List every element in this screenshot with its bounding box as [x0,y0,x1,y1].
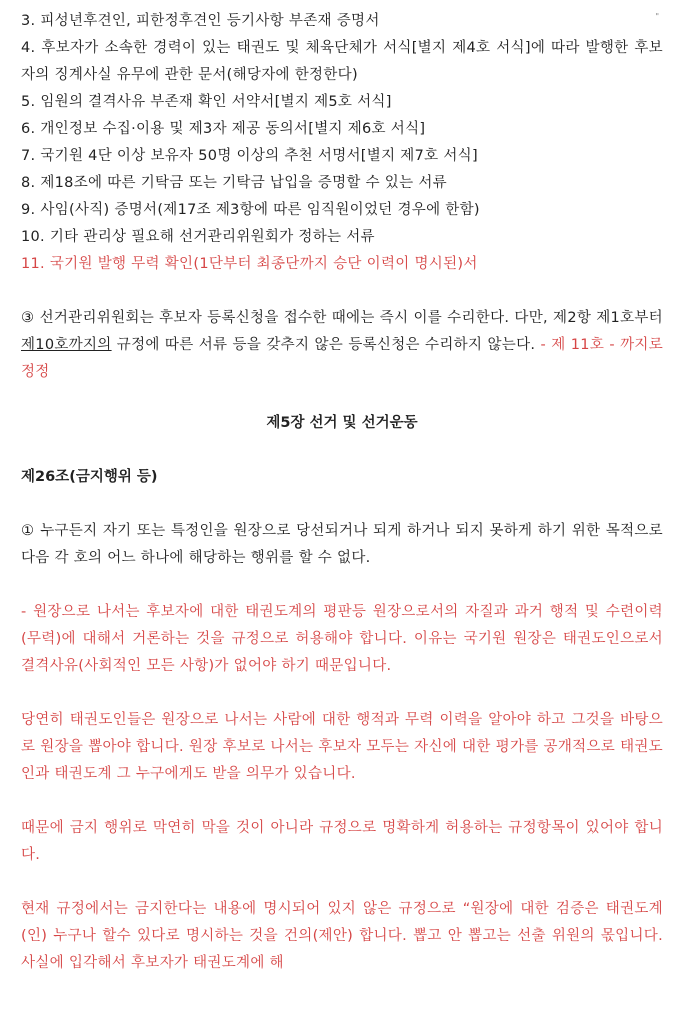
list-item-10: 10. 기타 관리상 필요해 선거관리위원회가 정하는 서류 [21,229,375,245]
paragraph-3-text-end: 규정에 따른 서류 등을 갖추지 않은 등록신청은 수리하지 않는다. [111,337,541,353]
list-item-4: 4. 후보자가 소속한 경력이 있는 태권도 및 체육단체가 서식[별지 제4호 서식]에 따라 발행한 후보자의 징계사실 유무에 관한 문서(해당자에 한정한다) [21,40,663,83]
spacer [21,788,663,815]
underlined-range: 제10호까지의 [21,337,112,353]
article-title: 제26조(금지행위 등) [21,469,158,485]
list-item-8: 8. 제18조에 따른 기탁금 또는 기탁금 납입을 증명할 수 있는 서류 [21,175,447,191]
spacer [21,869,663,896]
chapter-title: 제5장 선거 및 선거운동 [266,415,418,431]
paragraph-3-text: ③ 선거관리위원회는 후보자 등록신청을 접수한 때에는 즉시 이를 수리한다. 다만, 제2항 제1호부터 [21,310,663,326]
paragraph-1: ① 누구든지 자기 또는 특정인을 원장으로 당선되거나 되게 하거나 되지 못하게 하기 위한 목적으로 다음 각 호의 어느 하나에 해당하는 행위를 할 수 없다. [21,523,663,566]
correction-note: - 제 11호 - 까지로 정정 [21,337,663,380]
list-item-11-added: 11. 국기원 발행 무력 확인(1단부터 최종단까지 승단 이력이 명시된)서 [21,256,478,272]
spacer [21,278,663,305]
list-item-7: 7. 국기원 4단 이상 보유자 50명 이상의 추천 서명서[별지 제7호 서식] [21,148,478,164]
comment-1: - 원장으로 나서는 후보자에 대한 태권도계의 평판등 원장으로서의 자질과 과거 행적 및 수련이력(무력)에 대해서 거론하는 것을 규정으로 허용해야 합니다. 이유는 국기원 원장은 태권도인으로서 결격사유(사회적인 모든 사항)가 없어야 하기 때문입니다. [21,604,663,674]
comment-2: 당연히 태권도인들은 원장으로 나서는 사람에 대한 행적과 무력 이력을 알아야 하고 그것을 바탕으로 원장을 뽑아야 합니다. 원장 후보로 나서는 후보자 모두는 자신에 대한 평가를 공개적으로 태권도인과 태권도계 그 누구에게도 받을 의무가 있습니다. [21,712,663,782]
spacer [21,680,663,707]
paragraph-3 [21,305,663,386]
document-body [21,8,663,977]
list-item-3: 3. 피성년후견인, 피한정후견인 등기사항 부존재 증명서 [21,13,380,29]
spacer [21,491,663,518]
corner-mark: " [655,12,659,21]
list-item-5: 5. 임원의 결격사유 부존재 확인 서약서[별지 제5호 서식] [21,94,392,110]
spacer [21,572,663,599]
comment-3: 때문에 금지 행위로 막연히 막을 것이 아니라 규정으로 명확하게 허용하는 규정항목이 있어야 합니다. [21,820,663,863]
list-item-9: 9. 사임(사직) 증명서(제17조 제3항에 따른 임직원이었던 경우에 한함) [21,202,480,218]
comment-4: 현재 규정에서는 금지한다는 내용에 명시되어 있지 않은 규정으로 “원장에 대한 검증은 태권도계(인) 누구나 할수 있다로 명시하는 것을 건의(제안) 합니다. 뽑고 안 뽑고는 선출 위원의 몫입니다. 사실에 입각해서 후보자가 태권도계에 해 [21,901,663,971]
list-item-6: 6. 개인정보 수집·이용 및 제3자 제공 동의서[별지 제6호 서식] [21,121,426,137]
